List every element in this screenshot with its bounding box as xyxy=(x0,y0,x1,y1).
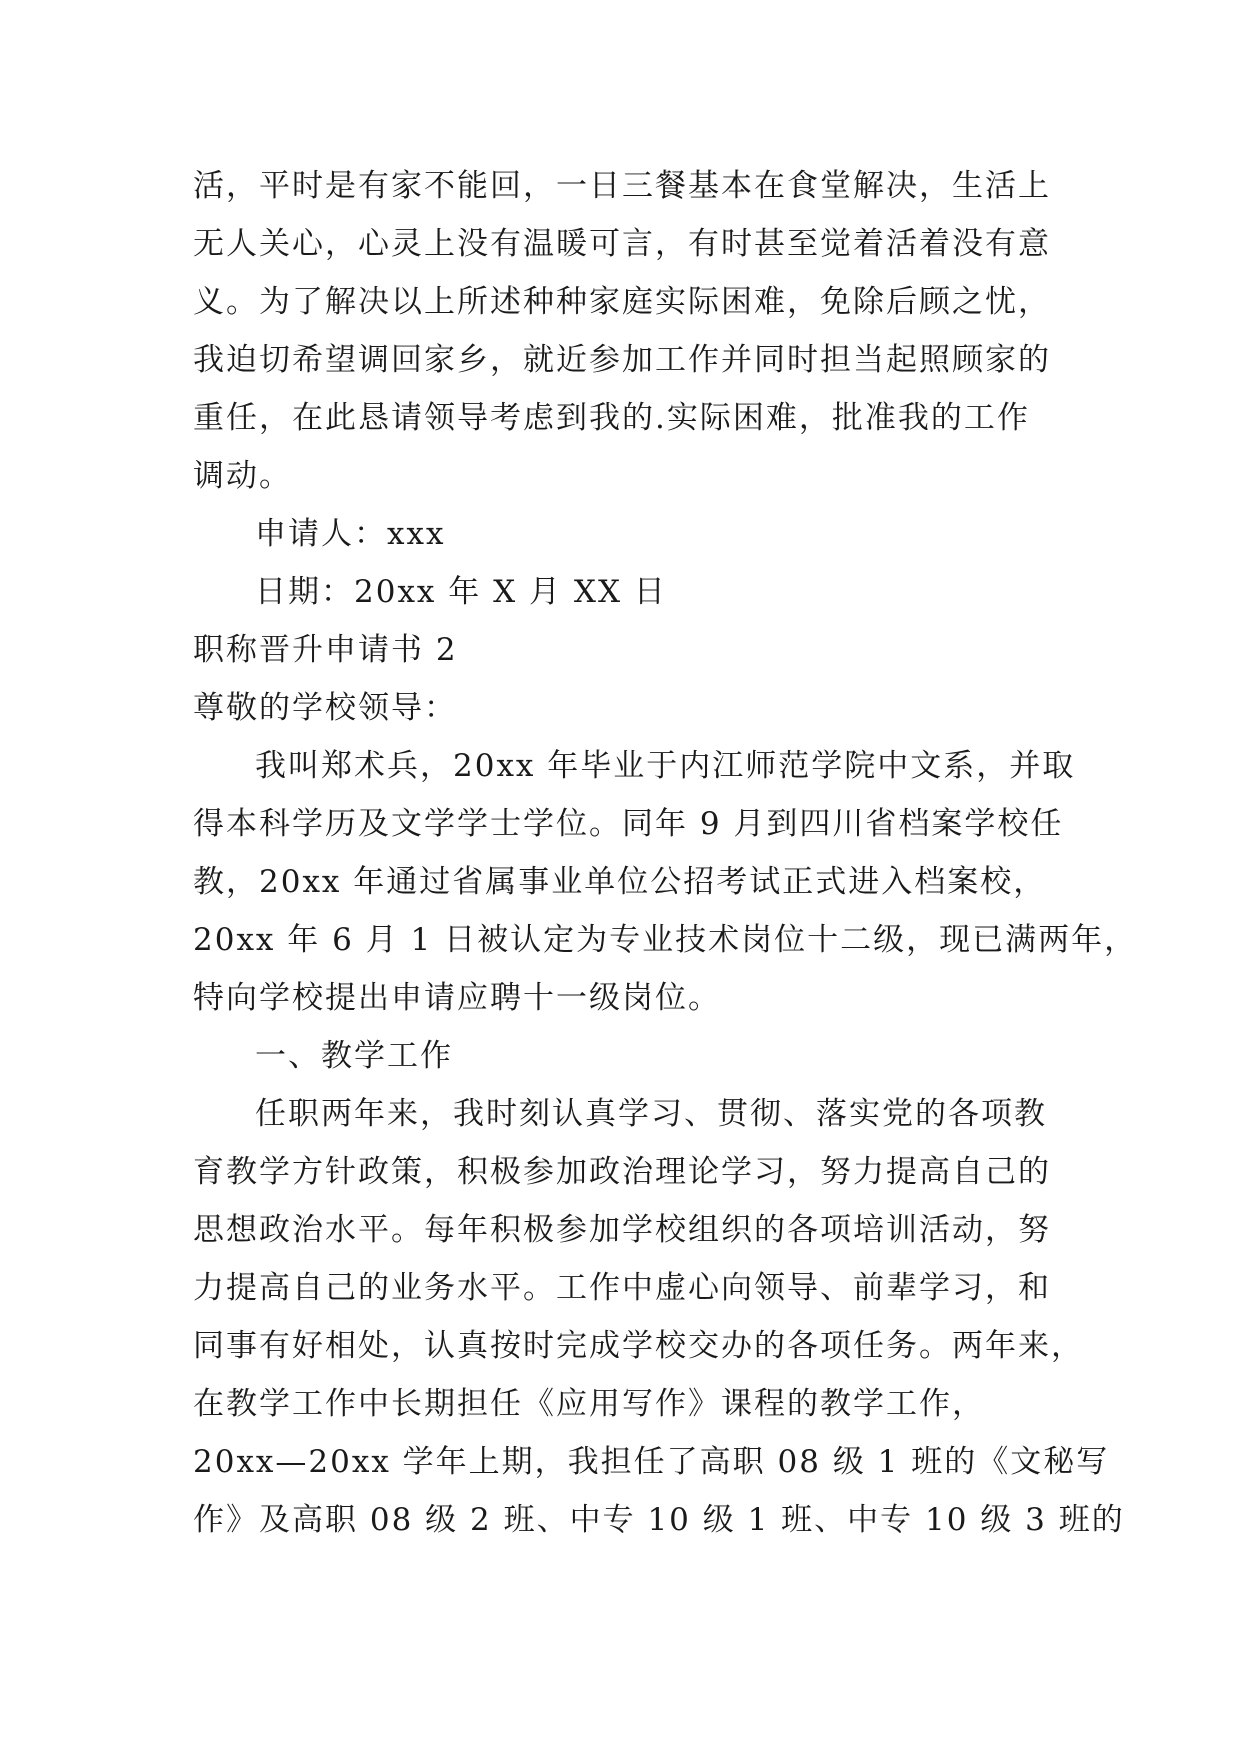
paragraph-line: 在教学工作中长期担任《应用写作》课程的教学工作， xyxy=(193,1386,985,1422)
paragraph-line: 特向学校提出申请应聘十一级岗位。 xyxy=(193,980,721,1016)
paragraph-line: 得本科学历及文学学士学位。同年 9 月到四川省档案学校任 xyxy=(193,806,1064,842)
paragraph-line: 育教学方针政策，积极参加政治理论学习，努力提高自己的 xyxy=(193,1154,1051,1190)
paragraph-line: 20xx 年 6 月 1 日被认定为专业技术岗位十二级，现已满两年， xyxy=(193,922,1138,958)
paragraph-line: 我叫郑术兵，20xx 年毕业于内江师范学院中文系，并取 xyxy=(255,748,1076,784)
paragraph-line: 调动。 xyxy=(193,458,292,494)
subsection-heading: 一、教学工作 xyxy=(255,1038,453,1074)
paragraph-line: 任职两年来，我时刻认真学习、贯彻、落实党的各项教 xyxy=(255,1096,1047,1132)
paragraph-line: 我迫切希望调回家乡，就近参加工作并同时担当起照顾家的 xyxy=(193,342,1051,378)
date-line: 日期：20xx 年 X 月 XX 日 xyxy=(255,574,667,610)
section-title: 职称晋升申请书 2 xyxy=(193,632,458,668)
paragraph-line: 思想政治水平。每年积极参加学校组织的各项培训活动，努 xyxy=(193,1212,1051,1248)
paragraph-line: 活，平时是有家不能回，一日三餐基本在食堂解决，生活上 xyxy=(193,168,1051,204)
salutation: 尊敬的学校领导： xyxy=(193,690,457,726)
paragraph-line: 力提高自己的业务水平。工作中虚心向领导、前辈学习，和 xyxy=(193,1270,1051,1306)
applicant-line: 申请人：xxx xyxy=(255,516,446,552)
paragraph-line: 义。为了解决以上所述种种家庭实际困难，免除后顾之忧， xyxy=(193,284,1051,320)
paragraph-line: 同事有好相处，认真按时完成学校交办的各项任务。两年来， xyxy=(193,1328,1084,1364)
paragraph-line: 教，20xx 年通过省属事业单位公招考试正式进入档案校， xyxy=(193,864,1047,900)
paragraph-line: 无人关心，心灵上没有温暖可言，有时甚至觉着活着没有意 xyxy=(193,226,1051,262)
paragraph-line: 重任，在此恳请领导考虑到我的.实际困难，批准我的工作 xyxy=(193,400,1030,436)
paragraph-line: 20xx—20xx 学年上期，我担任了高职 08 级 1 班的《文秘写 xyxy=(193,1444,1110,1480)
paragraph-line: 作》及高职 08 级 2 班、中专 10 级 1 班、中专 10 级 3 班的 xyxy=(193,1502,1125,1538)
